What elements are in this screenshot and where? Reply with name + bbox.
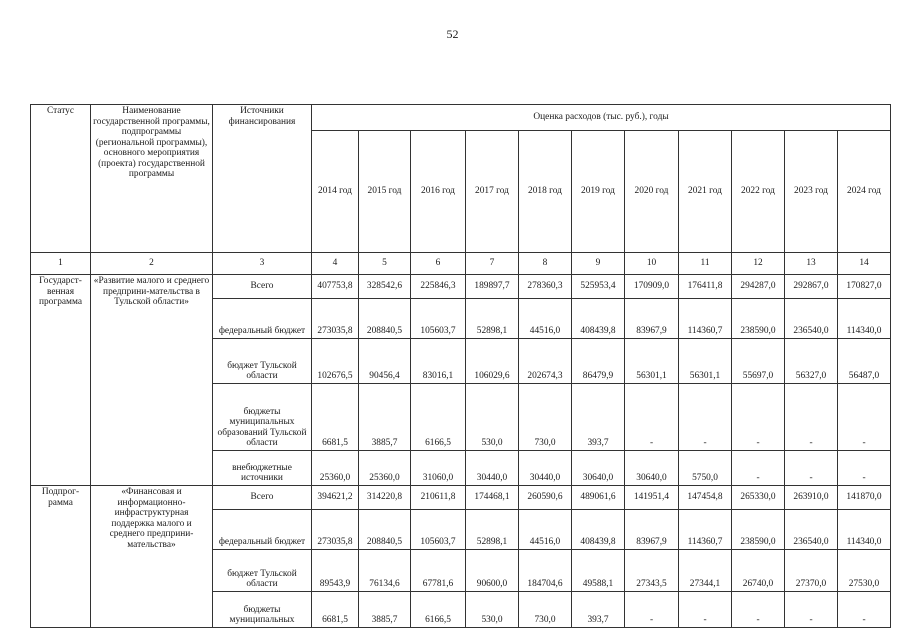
value-cell: 176411,8	[679, 275, 732, 299]
header-year: 2019 год	[572, 131, 625, 253]
page-number: 52	[446, 27, 459, 41]
value-cell: 27370,0	[785, 550, 838, 592]
value-cell: 260590,6	[519, 486, 572, 510]
value-cell: 408439,8	[572, 510, 625, 550]
value-cell: 141951,4	[625, 486, 679, 510]
header-year: 2022 год	[732, 131, 785, 253]
value-cell: 25360,0	[359, 451, 411, 486]
value-cell: 56301,1	[679, 339, 732, 384]
header-name: Наименование государственной программы, подпрограммы (региональной программы), основного мероприятия (проекта) государственной программы	[91, 105, 213, 253]
column-number: 8	[519, 253, 572, 275]
value-cell: 6681,5	[312, 592, 359, 628]
value-cell: 238590,0	[732, 299, 785, 339]
status-cell: Государст-венная программа	[31, 275, 91, 486]
column-number: 4	[312, 253, 359, 275]
header-sources: Источники финансирования	[213, 105, 312, 253]
column-number: 10	[625, 253, 679, 275]
value-cell: 225846,3	[411, 275, 466, 299]
value-cell: 55697,0	[732, 339, 785, 384]
value-cell: 170827,0	[838, 275, 891, 299]
value-cell: 114360,7	[679, 510, 732, 550]
value-cell: 44516,0	[519, 299, 572, 339]
value-cell: 27344,1	[679, 550, 732, 592]
funding-source-cell: Всего	[213, 486, 312, 510]
value-cell: 278360,3	[519, 275, 572, 299]
value-cell: 3885,7	[359, 592, 411, 628]
value-cell: 52898,1	[466, 299, 519, 339]
budget-table	[30, 104, 891, 628]
value-cell: 83016,1	[411, 339, 466, 384]
value-cell: 265330,0	[732, 486, 785, 510]
value-cell: 3885,7	[359, 384, 411, 451]
column-number: 12	[732, 253, 785, 275]
value-cell: -	[785, 384, 838, 451]
value-cell: 184704,6	[519, 550, 572, 592]
value-cell: 30440,0	[466, 451, 519, 486]
funding-source-cell: федеральный бюджет	[213, 510, 312, 550]
value-cell: 44516,0	[519, 510, 572, 550]
value-cell: 170909,0	[625, 275, 679, 299]
value-cell: -	[838, 592, 891, 628]
value-cell: 408439,8	[572, 299, 625, 339]
value-cell: 6681,5	[312, 384, 359, 451]
value-cell: 6166,5	[411, 592, 466, 628]
column-number: 14	[838, 253, 891, 275]
program-name-cell: «Развитие малого и среднего предприни-мательства в Тульской области»	[91, 275, 213, 486]
value-cell: 263910,0	[785, 486, 838, 510]
value-cell: 76134,6	[359, 550, 411, 592]
funding-source-cell: федеральный бюджет	[213, 299, 312, 339]
column-number: 13	[785, 253, 838, 275]
value-cell: 49588,1	[572, 550, 625, 592]
column-number: 5	[359, 253, 411, 275]
value-cell: 328542,6	[359, 275, 411, 299]
column-number: 1	[31, 253, 91, 275]
header-year: 2023 год	[785, 131, 838, 253]
header-estimate: Оценка расходов (тыс. руб.), годы	[312, 105, 891, 131]
value-cell: -	[732, 592, 785, 628]
funding-source-cell: бюджеты муниципальных	[213, 592, 312, 628]
value-cell: 105603,7	[411, 299, 466, 339]
funding-source-cell: бюджет Тульской области	[213, 339, 312, 384]
value-cell: 530,0	[466, 384, 519, 451]
header-year: 2024 год	[838, 131, 891, 253]
column-number: 3	[213, 253, 312, 275]
value-cell: 5750,0	[679, 451, 732, 486]
value-cell: 114340,0	[838, 510, 891, 550]
value-cell: -	[625, 592, 679, 628]
value-cell: 83967,9	[625, 299, 679, 339]
value-cell: -	[732, 384, 785, 451]
value-cell: 208840,5	[359, 510, 411, 550]
value-cell: 489061,6	[572, 486, 625, 510]
value-cell: 26740,0	[732, 550, 785, 592]
header-year: 2015 год	[359, 131, 411, 253]
value-cell: 525953,4	[572, 275, 625, 299]
value-cell: 407753,8	[312, 275, 359, 299]
funding-source-cell: Всего	[213, 275, 312, 299]
header-year: 2016 год	[411, 131, 466, 253]
value-cell: -	[785, 451, 838, 486]
column-number: 2	[91, 253, 213, 275]
column-number: 7	[466, 253, 519, 275]
value-cell: 105603,7	[411, 510, 466, 550]
table-row	[31, 486, 891, 510]
value-cell: 210611,8	[411, 486, 466, 510]
value-cell: 52898,1	[466, 510, 519, 550]
column-number: 6	[411, 253, 466, 275]
funding-source-cell: внебюджетные источники	[213, 451, 312, 486]
value-cell: 393,7	[572, 384, 625, 451]
header-status: Статус	[31, 105, 91, 253]
value-cell: 27530,0	[838, 550, 891, 592]
value-cell: 114360,7	[679, 299, 732, 339]
header-year: 2018 год	[519, 131, 572, 253]
value-cell: 141870,0	[838, 486, 891, 510]
value-cell: 292867,0	[785, 275, 838, 299]
value-cell: 208840,5	[359, 299, 411, 339]
value-cell: 393,7	[572, 592, 625, 628]
header-year: 2017 год	[466, 131, 519, 253]
column-number: 11	[679, 253, 732, 275]
value-cell: 56487,0	[838, 339, 891, 384]
header-year: 2014 год	[312, 131, 359, 253]
value-cell: 273035,8	[312, 299, 359, 339]
value-cell: 30640,0	[572, 451, 625, 486]
value-cell: 202674,3	[519, 339, 572, 384]
value-cell: 30440,0	[519, 451, 572, 486]
header-year: 2020 год	[625, 131, 679, 253]
value-cell: 730,0	[519, 384, 572, 451]
funding-source-cell: бюджет Тульской области	[213, 550, 312, 592]
value-cell: 236540,0	[785, 510, 838, 550]
value-cell: 89543,9	[312, 550, 359, 592]
table-row	[31, 275, 891, 299]
value-cell: 56327,0	[785, 339, 838, 384]
value-cell: 294287,0	[732, 275, 785, 299]
value-cell: 56301,1	[625, 339, 679, 384]
value-cell: 67781,6	[411, 550, 466, 592]
value-cell: -	[732, 451, 785, 486]
value-cell: 530,0	[466, 592, 519, 628]
value-cell: 189897,7	[466, 275, 519, 299]
value-cell: 27343,5	[625, 550, 679, 592]
value-cell: 394621,2	[312, 486, 359, 510]
value-cell: 106029,6	[466, 339, 519, 384]
value-cell: -	[679, 384, 732, 451]
value-cell: 90456,4	[359, 339, 411, 384]
status-cell: Подпрог-рамма	[31, 486, 91, 628]
value-cell: 730,0	[519, 592, 572, 628]
value-cell: 83967,9	[625, 510, 679, 550]
value-cell: -	[785, 592, 838, 628]
value-cell: 90600,0	[466, 550, 519, 592]
value-cell: 273035,8	[312, 510, 359, 550]
header-year: 2021 год	[679, 131, 732, 253]
value-cell: 147454,8	[679, 486, 732, 510]
column-number: 9	[572, 253, 625, 275]
value-cell: -	[838, 384, 891, 451]
value-cell: 30640,0	[625, 451, 679, 486]
value-cell: 236540,0	[785, 299, 838, 339]
value-cell: -	[679, 592, 732, 628]
value-cell: 86479,9	[572, 339, 625, 384]
program-name-cell: «Финансовая и информационно-инфраструктурная поддержка малого и среднего предприни-мательства»	[91, 486, 213, 628]
value-cell: -	[838, 451, 891, 486]
value-cell: -	[625, 384, 679, 451]
value-cell: 114340,0	[838, 299, 891, 339]
funding-source-cell: бюджеты муниципальных образований Тульской области	[213, 384, 312, 451]
value-cell: 31060,0	[411, 451, 466, 486]
column-numbers-row	[31, 253, 891, 275]
value-cell: 238590,0	[732, 510, 785, 550]
value-cell: 174468,1	[466, 486, 519, 510]
value-cell: 25360,0	[312, 451, 359, 486]
value-cell: 6166,5	[411, 384, 466, 451]
value-cell: 102676,5	[312, 339, 359, 384]
value-cell: 314220,8	[359, 486, 411, 510]
